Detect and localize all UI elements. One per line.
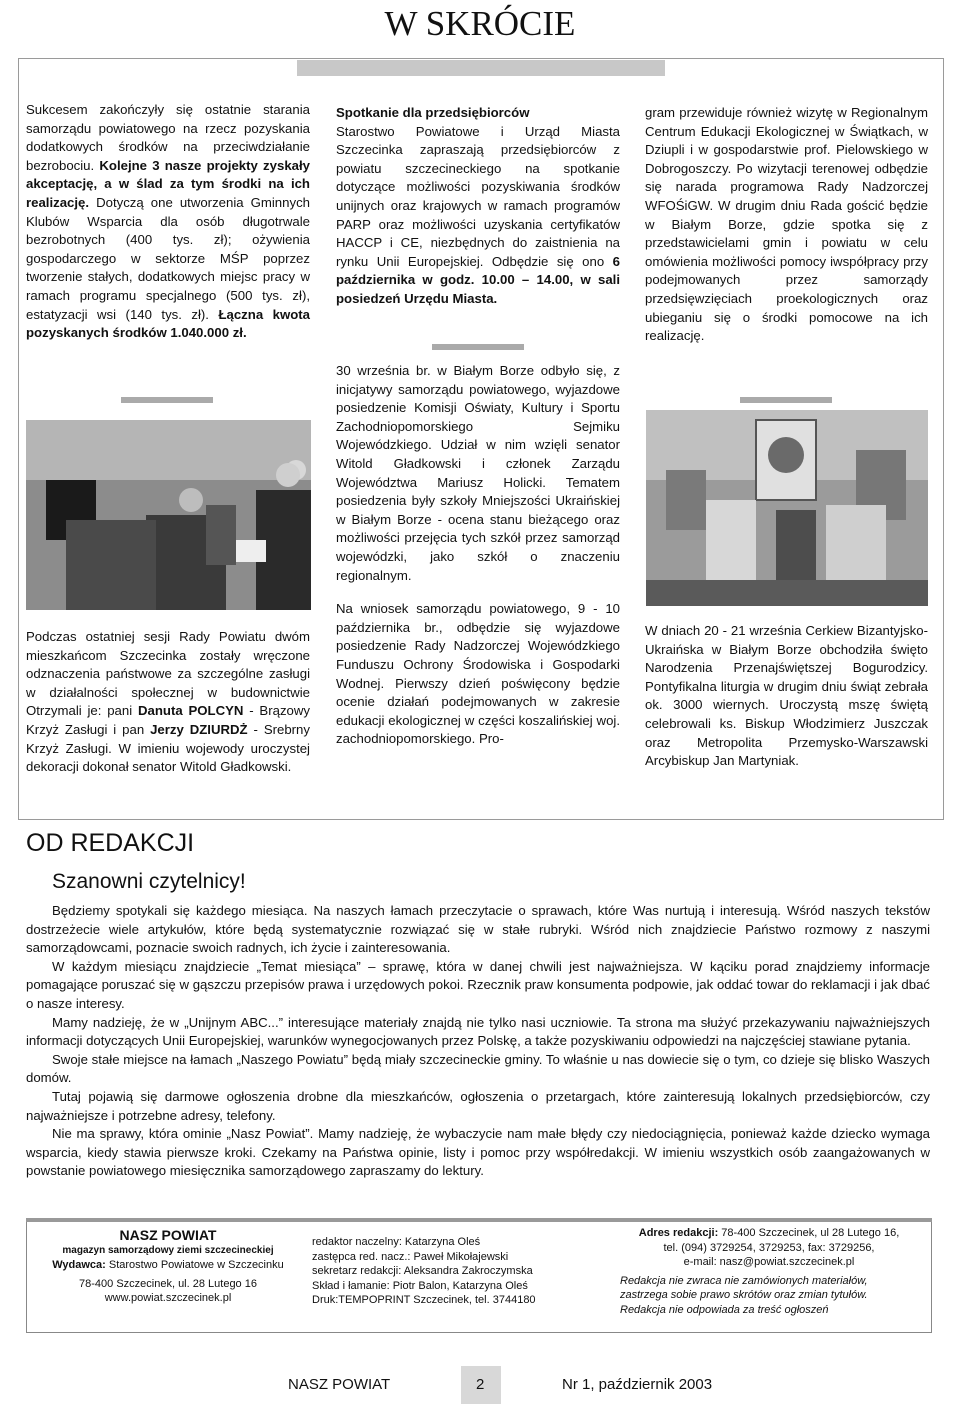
article-awards: Podczas ostatniej sesji Rady Powiatu dwóm mieszkańcom Szczecinka zostały wręczone odznaczenia państwowe za szczególne zasługi w działalności społecznej w budownictwie Otrzymali je: pani Danuta POLCYN - Brązowy Krzyż Zasługi i pan Jerzy DZIURDŻ - Srebrny Krzyż Zasługi. W imieniu wojewody uroczystej dekoracji dokonał senator Witold Gładkowski.: [26, 629, 310, 775]
article-grant: Sukcesem zakończyły się ostatnie starania samorządu powiatowego na rzecz pozyskania dodatkowych środków na przeciwdziałanie bezrobociu. Kolejne 3 nasze projekty zyskały akceptację, a w ślad za tym środki na ich realizację. Dotyczą one utworzenia Gminnych Klubów Wsparcia dla osób długotrwale bezrobotnych (400 tys. zł); ożywienia gospodarczego w sektorze MŚP poprzez tworzenie stałych, dodatkowych miejsc pracy w ramach programu specjalnego (500 tys. zł), estatyzacji wsi (140 tys. zł). Łączna kwota pozyskanych środków 1.040.000 zł.: [26, 102, 311, 341]
impressum-staff: redaktor naczelny: Katarzyna Oleś zastępca red. nacz.: Paweł Mikołajewski sekretarz redakcji: Aleksandra Zakroczymska Skład i łamanie: Piotr Balon, Katarzyna Oleś Druk:TEMPOPRINT Szczecinek, tel. 3744180: [312, 1236, 536, 1306]
editorial-paragraph: Nie ma sprawy, która ominie „Nasz Powiat”. Mamy nadzieję, że wybaczycie nam małe błędy czy niedociągnięcia, ponieważ każde dziecko wymaga wsparcia, kiedy stawia pierwsze kroki. Czekamy na Państwa opinie, listy i pomoc przy współredakcji. W imieniu wszystkich osób zaangażowanych w powstanie powiatowego miesięcznika samorządowego zapraszamy do lektury.: [26, 1126, 930, 1179]
footer-right: Nr 1, październik 2003: [562, 1376, 713, 1393]
article-fund-cont: gram przewiduje również wizytę w Regionalnym Centrum Edukacji Ekologicznej w Świątkach, w Dziupli i w gospodarstwie prof. Pielowskiego w Dobrogoszczy. Po wizytacji terenowej odbędzie się narada programowa Rady Nadzorczej WFOŚiGW. W drugim dniu Rada gościć będzie w Białym Borze, gdzie spotka się z przedstawicielami gmin i powiatu w celu omówienia możliwości pomocy iwspółpracy przy podejmowanych przez samorządy przedsięwzięciach proekologicznych oraz ubieganiu się o środki pomocowe na ich realizację.: [645, 105, 928, 344]
award-photo: [26, 420, 311, 610]
column-2: [336, 104, 620, 309]
article-church: W dniach 20 - 21 września Cerkiew Bizantyjsko-Ukraińska w Białym Borze obchodziła święto Narodzenia Przenajświętszej Bogurodzicy. Pontyfikalna liturgia w drugim dniu świąt zebrała ok. 3000 wiernych. Uroczystą mszę świętą celebrowali ks. Biskup Włodzimierz Juszczak oraz Metropolita Przemysko-Warszawski Arcybiskup Jan Martyniak.: [645, 623, 928, 769]
page-number: 2: [476, 1376, 485, 1393]
editorial-greeting: Szanowni czytelnicy!: [52, 870, 246, 893]
impressum-top-bar: [26, 1218, 932, 1222]
separator-bar: [432, 344, 524, 350]
publisher-address: 78-400 Szczecinek, ul. 28 Lutego 16: [79, 1277, 257, 1290]
church-photo: [646, 410, 928, 606]
editorial-paragraph: Tutaj pojawią się darmowe ogłoszenia drobne dla mieszkańców, ogłoszenia o przetargach, które zainteresują lokalnych przedsiębiorców, czy najważniejsze i potrzebne adresy, telefony.: [26, 1088, 930, 1123]
editorial-paragraph: Mamy nadzieję, że w „Unijnym ABC...” interesujące materiały znajdą nie tylko nasi uczniowie. Ta strona ma służyć przekazywaniu najważniejszych informacji dotyczących Unii Europejskiej, warunków wynegocjowanych przez Polskę, a także pozyskiwaniu odpowiedzi na najczęściej stawiane pytania.: [26, 1014, 930, 1049]
column-1: [26, 101, 310, 343]
church-photo-image: [646, 410, 928, 606]
editorial-paragraph: W każdym miesiącu znajdziecie „Temat miesiąca” – sprawę, która w danej chwili jest najważniejsza. W kąciku porad znajdziemy informacje pomagające poruszać się w gąszczu przepisów prawa i urzędowych pokoi. Rzecznik praw konsumenta podpowie, jak oddać towar do reklamacji i jak dbać o nasze interesy.: [26, 958, 930, 1011]
article-heading: Spotkanie dla przedsiębiorców: [336, 105, 530, 120]
article-entrepreneurs: Spotkanie dla przedsiębiorców Starostwo Powiatowe i Urząd Miasta Szczecinka zapraszają przedsiębiorców z powiatu szczecineckiego na spotkanie dotyczące możliwości pozyskiwania środków unijnych oraz krajowych w ramach programów PARP oraz możliwości uzyskania certyfikatów HACCP i CE, niezbędnych do zaistnienia na rynku Unii Europejskiej. Odbędzie się ono 6 października w godz. 10.00 – 14.00, w sali posiedzeń Urzędu Miasta.: [336, 105, 620, 306]
magazine-name: NASZ POWIAT: [119, 1227, 217, 1243]
editorial-body: [26, 902, 930, 1181]
separator-bar: [740, 397, 832, 403]
website-link[interactable]: www.powiat.szczecinek.pl: [104, 1292, 232, 1304]
editorial-paragraph: Swoje stałe miejsce na łamach „Naszego Powiatu” będą miały szczecineckie gminy. To właśnie u nas dowiecie się o tym, co dzieje się blisko Waszych domów.: [26, 1051, 930, 1086]
footer-left: NASZ POWIAT: [288, 1376, 391, 1393]
magazine-subtitle: magazyn samorządowy ziemi szczecineckiej: [62, 1245, 274, 1256]
decorative-bar: [297, 60, 665, 76]
column-1-bottom: [26, 628, 310, 777]
article-fund: Na wniosek samorządu powiatowego, 9 - 10 października br., odbędzie się wyjazdowe posiedzenie Rady Nadzorczej Wojewódzkiego Funduszu Ochrony Środowiska i Gospodarki Wodnej. Pierwszy dzień poświęcony będzie ocenie działań podejmowanych w zakresie edukacji ekologicznej w części koszalińskiej woj. zachodniopomorskiego. Pro-: [336, 601, 620, 747]
award-photo-image: [26, 420, 311, 610]
editorial-paragraph: Będziemy spotykali się każdego miesiąca. Na naszych łamach przeczytacie o sprawach, które Was nurtują i interesują. Wśród naszych tekstów dostrzeżecie wiele artykułów, które będą systematycznie rozwiązać się w stałe rubryki. Wśród nich znajdziecie Państwo rozmowy z naszymi samorządowcami, poznacie swoich radnych, ich życie i zainteresowania.: [26, 903, 930, 956]
separator-bar: [121, 397, 213, 403]
column-2-mid: [336, 362, 620, 749]
column-3: [645, 104, 928, 346]
email-link[interactable]: e-mail: nasz@powiat.szczecinek.pl: [683, 1256, 855, 1268]
page-title: W SKRÓCIE: [384, 4, 576, 43]
impressum-right: Adres redakcji: 78-400 Szczecinek, ul 28 Lutego 16, tel. (094) 3729254, 3729253, fax: 3729256, e-mail: nasz@powiat.szczecinek.pl Redakcja nie zwraca nie zamówionych materiałów, zastrzega sobie prawo skrótów oraz zmian tytułów. Redakcja nie odpowiada za treść ogłoszeń: [612, 1226, 926, 1317]
article-commission: 30 września br. w Białym Borze odbyło się, z inicjatywy samorządu powiatowego, wyjazdowe posiedzenie Komisji Oświaty, Kultury i Sportu Zachodniopomorskiego Sejmiku Wojewódzkiego. Udział w nim wzięli senator Witold Gładkowski i członek Zarządu Województwa Mariusz Holicki. Tematem posiedzenia były szkoły Mniejszości Ukraińskiej w Białym Borze - ocena stanu bieżącego oraz możliwości przejęcia tych szkół przez samorząd wojewódzki, jako szkół o znaczeniu regionalnym.: [336, 363, 620, 583]
editorial-heading: OD REDAKCJI: [26, 829, 195, 857]
impressum-left: NASZ POWIAT magazyn samorządowy ziemi szczecineckiej Wydawca: Starostwo Powiatowe w Szczecinku 78-400 Szczecinek, ul. 28 Lutego 16 www.powiat.szczecinek.pl: [36, 1227, 300, 1306]
column-3-bottom: [645, 622, 928, 771]
